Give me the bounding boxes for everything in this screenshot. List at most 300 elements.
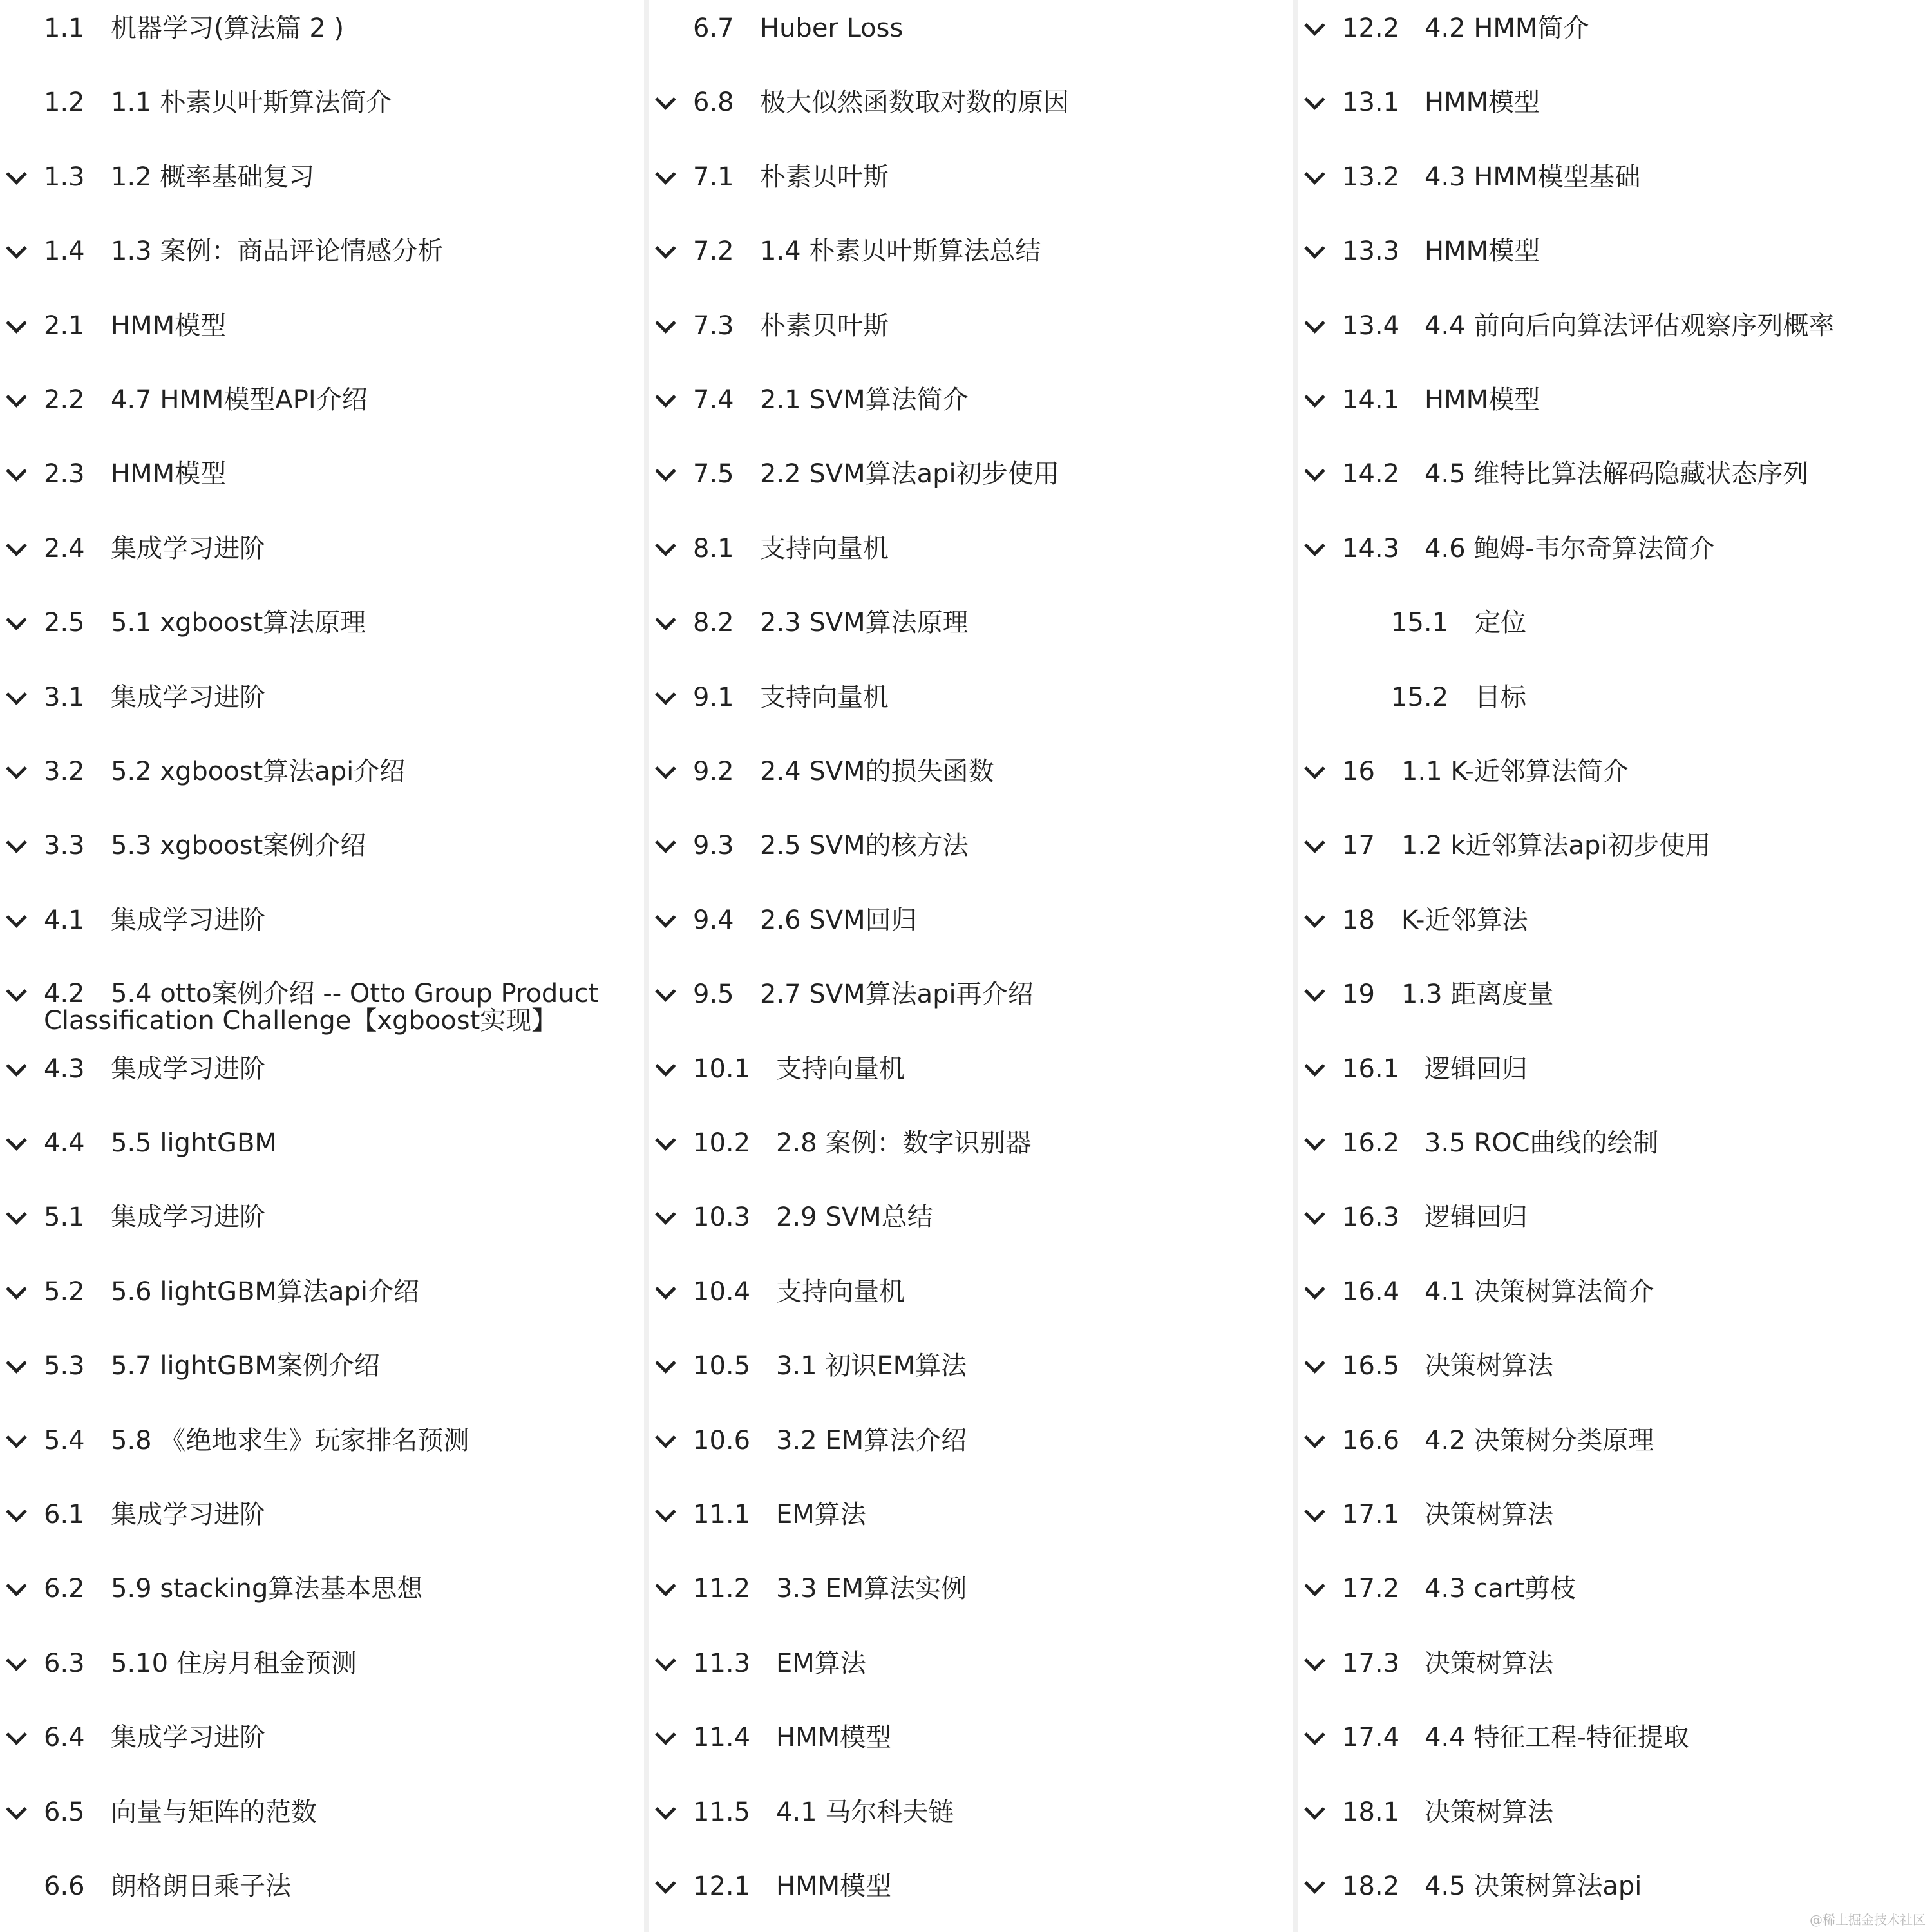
chevron-down-icon[interactable] (655, 535, 676, 556)
toc-item[interactable] (1298, 601, 1932, 675)
toc-item-title: 5.3 xgboost案例介绍 (111, 831, 366, 861)
toc-item-number: 2.3 (44, 459, 85, 489)
toc-item[interactable] (649, 1344, 1293, 1418)
chevron-down-icon[interactable] (655, 1427, 676, 1448)
toc-item-number: 13.2 (1342, 162, 1400, 192)
toc-item-number: 17.2 (1342, 1574, 1400, 1604)
toc-item[interactable] (649, 676, 1293, 750)
toc-item[interactable] (649, 1642, 1293, 1716)
toc-item[interactable] (1298, 676, 1932, 750)
toc-column-2 (649, 0, 1293, 1932)
toc-item-number: 11.3 (693, 1648, 751, 1678)
toc-item-number: 12.2 (1342, 14, 1400, 43)
chevron-down-icon[interactable] (655, 90, 676, 111)
toc-item-number: 5.3 (44, 1351, 85, 1381)
toc-item[interactable] (649, 750, 1293, 824)
toc-item-number: 6.5 (44, 1797, 85, 1827)
toc-item-number: 6.6 (44, 1871, 85, 1901)
toc-item-title: 支持向量机 (760, 533, 889, 564)
toc-item-number: 5.4 (44, 1425, 85, 1455)
toc-item-number: 2.4 (44, 533, 85, 564)
toc-item-title: 朴素贝叶斯 (760, 162, 889, 192)
toc-item[interactable] (1298, 1790, 1932, 1864)
toc-item-title: 4.4 特征工程-特征提取 (1425, 1723, 1689, 1753)
chevron-down-icon[interactable] (655, 684, 676, 705)
toc-item[interactable] (1298, 80, 1932, 155)
chevron-down-icon[interactable] (6, 312, 27, 334)
toc-item-title: HMM模型 (111, 310, 227, 341)
toc-item-number: 8.1 (693, 533, 734, 564)
toc-item-title: 支持向量机 (760, 682, 889, 712)
chevron-down-icon[interactable] (6, 461, 27, 482)
toc-item-title: 4.1 决策树算法简介 (1425, 1276, 1654, 1307)
chevron-down-icon[interactable] (655, 1650, 676, 1671)
toc-item[interactable] (0, 1270, 644, 1344)
toc-item-title: EM算法 (776, 1500, 866, 1530)
toc-item-number: 6.7 (693, 14, 734, 43)
toc-item-title: 集成学习进阶 (111, 1500, 265, 1530)
toc-item-title: 3.2 EM算法介绍 (776, 1425, 967, 1455)
toc-item[interactable] (0, 304, 644, 378)
chevron-down-icon[interactable] (6, 535, 27, 556)
chevron-down-icon[interactable] (1304, 535, 1325, 556)
toc-item[interactable] (0, 601, 644, 675)
toc-column-3 (1298, 0, 1932, 1932)
chevron-down-icon[interactable] (6, 164, 27, 185)
toc-item-title: 4.4 前向后向算法评估观察序列概率 (1425, 310, 1835, 341)
toc-item-number: 10.2 (693, 1128, 751, 1158)
toc-item[interactable] (649, 155, 1293, 229)
toc-item[interactable] (0, 750, 644, 824)
chevron-down-icon[interactable] (6, 386, 27, 408)
chevron-down-icon[interactable] (1304, 1576, 1325, 1597)
toc-item-number: 1.1 (44, 14, 85, 43)
toc-item-number: 4.1 (44, 905, 85, 935)
toc-item-title: 决策树算法 (1425, 1500, 1553, 1530)
toc-item-title: 1.1 朴素贝叶斯算法简介 (111, 88, 392, 118)
chevron-down-icon[interactable] (655, 907, 676, 928)
chevron-down-icon[interactable] (1304, 386, 1325, 408)
toc-item-title: Huber Loss (760, 14, 904, 43)
toc-item[interactable] (1298, 1567, 1932, 1641)
toc-item-number: 3.3 (44, 831, 85, 861)
toc-item[interactable] (1298, 824, 1932, 898)
toc-item[interactable] (649, 527, 1293, 601)
chevron-down-icon[interactable] (6, 1204, 27, 1226)
chevron-down-icon[interactable] (655, 164, 676, 185)
toc-item-number: 17.1 (1342, 1500, 1400, 1530)
toc-item-number: 15.1 (1391, 608, 1449, 638)
toc-item[interactable] (0, 898, 644, 972)
toc-item[interactable] (1298, 6, 1932, 80)
toc-item[interactable] (0, 1567, 644, 1641)
toc-item-title: 5.4 otto案例介绍 -- Otto Group Product Classification Challenge【xgboost实现】 (44, 979, 599, 1036)
toc-item[interactable] (0, 1047, 644, 1121)
toc-item[interactable] (1298, 1716, 1932, 1790)
toc-item[interactable] (649, 1121, 1293, 1195)
chevron-down-icon[interactable] (1304, 1799, 1325, 1820)
toc-item[interactable] (649, 1047, 1293, 1121)
toc-item-number: 13.4 (1342, 310, 1400, 341)
toc-item-number: 19 (1342, 980, 1375, 1010)
toc-item-number: 1.2 (44, 88, 85, 118)
toc-item-title: 2.2 SVM算法api初步使用 (760, 459, 1059, 489)
toc-item-title: 2.7 SVM算法api再介绍 (760, 980, 1034, 1010)
toc-item[interactable] (0, 155, 644, 229)
toc-item-title: 支持向量机 (776, 1054, 905, 1084)
chevron-down-icon[interactable] (1304, 1427, 1325, 1448)
toc-item-title: HMM模型 (1425, 88, 1540, 118)
chevron-down-icon[interactable] (1304, 1204, 1325, 1226)
toc-item-title: 朴素贝叶斯 (760, 310, 889, 341)
watermark: @稀土掘金技术社区 (1810, 1912, 1926, 1927)
chevron-down-icon[interactable] (655, 238, 676, 259)
toc-item-title: 2.8 案例：数字识别器 (776, 1128, 1032, 1158)
toc-item-number: 12.1 (693, 1871, 751, 1901)
toc-item-title: 5.2 xgboost算法api介绍 (111, 757, 406, 786)
toc-item-number: 5.1 (44, 1202, 85, 1233)
chevron-down-icon[interactable] (1304, 312, 1325, 334)
chevron-down-icon[interactable] (6, 609, 27, 630)
toc-item-number: 13.3 (1342, 236, 1400, 267)
toc-item-title: 定位 (1475, 608, 1526, 638)
chevron-down-icon[interactable] (6, 238, 27, 259)
chevron-down-icon[interactable] (655, 609, 676, 630)
toc-item-title: 3.5 ROC曲线的绘制 (1425, 1128, 1659, 1158)
toc-item-number: 1.4 (44, 236, 85, 267)
chevron-down-icon[interactable] (6, 1724, 27, 1745)
toc-item-title: 4.6 鲍姆-韦尔奇算法简介 (1425, 533, 1715, 564)
toc-item-number: 11.2 (693, 1574, 751, 1604)
chevron-down-icon[interactable] (655, 1799, 676, 1820)
toc-item[interactable] (1298, 527, 1932, 601)
toc-item-title: 1.2 k近邻算法api初步使用 (1401, 831, 1711, 861)
toc-item-title: 3.3 EM算法实例 (776, 1574, 967, 1604)
toc-item-number: 10.6 (693, 1425, 751, 1455)
toc-item-title: K-近邻算法 (1401, 905, 1528, 935)
toc-item-number: 4.3 (44, 1054, 85, 1084)
toc-item-number: 14.2 (1342, 459, 1400, 489)
chevron-down-icon[interactable] (6, 1056, 27, 1077)
toc-item-title: 决策树算法 (1425, 1648, 1553, 1678)
toc-item[interactable] (0, 1195, 644, 1269)
toc-item[interactable] (1298, 1344, 1932, 1418)
chevron-down-icon[interactable] (1304, 164, 1325, 185)
chevron-down-icon[interactable] (6, 1576, 27, 1597)
toc-item-number: 15.2 (1391, 682, 1449, 712)
toc-item[interactable] (0, 1790, 644, 1864)
chevron-down-icon[interactable] (6, 758, 27, 779)
chevron-down-icon[interactable] (6, 1427, 27, 1448)
chevron-down-icon[interactable] (1304, 758, 1325, 779)
toc-item[interactable] (0, 1716, 644, 1790)
toc-item[interactable] (649, 898, 1293, 972)
toc-item-title: 极大似然函数取对数的原因 (760, 88, 1069, 118)
toc-item-title: 4.5 维特比算法解码隐藏状态序列 (1425, 459, 1809, 489)
toc-item-number: 16.5 (1342, 1351, 1400, 1381)
toc-item-title: 5.10 住房月租金预测 (111, 1648, 357, 1678)
toc-item-title: EM算法 (776, 1648, 866, 1678)
chevron-down-icon[interactable] (655, 1501, 676, 1522)
toc-item[interactable] (0, 1864, 644, 1932)
toc-item-number: 17.4 (1342, 1723, 1400, 1753)
chevron-down-icon[interactable] (1304, 1130, 1325, 1151)
toc-item-title: 决策树算法 (1425, 1797, 1553, 1827)
toc-item[interactable] (649, 378, 1293, 452)
toc-item-number: 18.2 (1342, 1871, 1400, 1901)
chevron-down-icon[interactable] (6, 1501, 27, 1522)
toc-item[interactable] (649, 1270, 1293, 1344)
toc-item-number: 16.1 (1342, 1054, 1400, 1084)
chevron-down-icon[interactable] (6, 833, 27, 854)
chevron-down-icon[interactable] (6, 1650, 27, 1671)
toc-item[interactable] (0, 6, 644, 80)
toc-item[interactable] (0, 972, 644, 1046)
toc-item-number: 7.3 (693, 310, 734, 341)
toc-item-number: 11.5 (693, 1797, 751, 1827)
chevron-down-icon[interactable] (1304, 981, 1325, 1002)
toc-item[interactable] (0, 1344, 644, 1418)
toc-item[interactable] (0, 1419, 644, 1493)
toc-item[interactable] (649, 972, 1293, 1046)
chevron-down-icon[interactable] (655, 981, 676, 1002)
chevron-down-icon[interactable] (6, 1278, 27, 1300)
toc-item-title: 1.3 距离度量 (1401, 980, 1554, 1010)
toc-item-number: 6.3 (44, 1648, 85, 1678)
toc-item[interactable] (649, 601, 1293, 675)
chevron-down-icon[interactable] (1304, 833, 1325, 854)
chevron-down-icon[interactable] (655, 1576, 676, 1597)
toc-item[interactable] (649, 1195, 1293, 1269)
toc-item[interactable] (0, 80, 644, 155)
chevron-down-icon[interactable] (655, 1724, 676, 1745)
toc-item-title: 5.7 lightGBM案例介绍 (111, 1351, 380, 1381)
toc-item-title: 目标 (1475, 682, 1526, 712)
toc-item-title: 4.2 HMM简介 (1425, 14, 1589, 43)
toc-item[interactable] (649, 452, 1293, 526)
toc-item-number: 6.1 (44, 1500, 85, 1530)
toc-item-title: HMM模型 (776, 1723, 892, 1753)
chevron-down-icon[interactable] (1304, 1056, 1325, 1077)
toc-item-number: 10.5 (693, 1351, 751, 1381)
toc-item[interactable] (0, 229, 644, 303)
toc-item[interactable] (649, 1493, 1293, 1567)
chevron-down-icon[interactable] (1304, 461, 1325, 482)
toc-item-title: 2.6 SVM回归 (760, 905, 917, 935)
toc-item[interactable] (0, 527, 644, 601)
column-divider (644, 0, 649, 1932)
toc-item[interactable] (1298, 972, 1932, 1046)
chevron-down-icon[interactable] (655, 386, 676, 408)
toc-item-number: 9.1 (693, 682, 734, 712)
chevron-down-icon[interactable] (655, 461, 676, 482)
toc-item-number: 6.2 (44, 1574, 85, 1604)
toc-item-title: 4.3 HMM模型基础 (1425, 162, 1641, 192)
toc-item-number: 2.5 (44, 608, 85, 638)
chevron-down-icon[interactable] (655, 833, 676, 854)
toc-item-title: 3.1 初识EM算法 (776, 1351, 967, 1381)
toc-item-title: 集成学习进阶 (111, 905, 265, 935)
toc-item[interactable] (0, 452, 644, 526)
toc-item[interactable] (1298, 750, 1932, 824)
toc-item-title: 4.3 cart剪枝 (1425, 1574, 1576, 1604)
toc-item[interactable] (0, 1493, 644, 1567)
toc-item-number: 14.3 (1342, 533, 1400, 564)
toc-item[interactable] (649, 1716, 1293, 1790)
toc-item[interactable] (649, 1419, 1293, 1493)
chevron-down-icon[interactable] (655, 1056, 676, 1077)
toc-item-title: 集成学习进阶 (111, 682, 265, 712)
toc-item-number: 7.5 (693, 459, 734, 489)
chevron-down-icon[interactable] (1304, 15, 1325, 36)
toc-item-number: 4.4 (44, 1128, 85, 1158)
chevron-down-icon[interactable] (6, 907, 27, 928)
toc-item[interactable] (649, 6, 1293, 80)
toc-item[interactable] (649, 824, 1293, 898)
toc-item-title: 5.6 lightGBM算法api介绍 (111, 1276, 419, 1307)
toc-item-title: HMM模型 (111, 459, 227, 489)
toc-item[interactable] (649, 1864, 1293, 1932)
toc-item[interactable] (0, 1642, 644, 1716)
column-divider (1293, 0, 1298, 1932)
toc-item-number: 10.3 (693, 1202, 751, 1233)
toc-item-number: 16 (1342, 757, 1375, 786)
toc-item-number: 16.6 (1342, 1425, 1400, 1455)
toc-item-title: 逻辑回归 (1425, 1202, 1528, 1233)
chevron-down-icon[interactable] (655, 1873, 676, 1894)
toc-item-number: 10.1 (693, 1054, 751, 1084)
toc-column-1 (0, 0, 644, 1932)
chevron-down-icon[interactable] (6, 1799, 27, 1820)
toc-item-number: 3.1 (44, 682, 85, 712)
toc-item-title: 4.5 决策树算法api (1425, 1871, 1642, 1901)
chevron-down-icon[interactable] (1304, 1278, 1325, 1300)
toc-item[interactable] (1298, 378, 1932, 452)
chevron-down-icon[interactable] (655, 312, 676, 334)
toc-item[interactable] (1298, 1270, 1932, 1344)
toc-item-number: 2.2 (44, 385, 85, 415)
chevron-down-icon[interactable] (1304, 1352, 1325, 1374)
toc-item[interactable] (1298, 1047, 1932, 1121)
toc-item-title: 集成学习进阶 (111, 1202, 265, 1233)
toc-item-title: 5.5 lightGBM (111, 1128, 277, 1158)
toc-item[interactable] (649, 229, 1293, 303)
toc-item[interactable] (1298, 1493, 1932, 1567)
toc-item-number: 2.1 (44, 310, 85, 341)
chevron-down-icon[interactable] (1304, 1724, 1325, 1745)
toc-item-title: 1.3 案例：商品评论情感分析 (111, 236, 444, 267)
chevron-down-icon[interactable] (655, 1130, 676, 1151)
chevron-down-icon[interactable] (6, 981, 27, 1002)
toc-item-number: 6.8 (693, 88, 734, 118)
toc-item-number: 16.3 (1342, 1202, 1400, 1233)
toc-item-title: 4.2 决策树分类原理 (1425, 1425, 1654, 1455)
toc-item-number: 18.1 (1342, 1797, 1400, 1827)
toc-item[interactable] (649, 1790, 1293, 1864)
toc-item-number: 7.4 (693, 385, 734, 415)
chevron-down-icon[interactable] (1304, 1650, 1325, 1671)
toc-item-number: 10.4 (693, 1276, 751, 1307)
toc-item[interactable] (0, 824, 644, 898)
toc-item[interactable] (1298, 229, 1932, 303)
toc-item-number: 16.4 (1342, 1276, 1400, 1307)
toc-item-title: 2.5 SVM的核方法 (760, 831, 969, 861)
toc-item[interactable] (1298, 1121, 1932, 1195)
toc-item[interactable] (0, 1121, 644, 1195)
toc-item-title: 4.7 HMM模型API介绍 (111, 385, 368, 415)
chevron-down-icon[interactable] (655, 1204, 676, 1226)
toc-item[interactable] (649, 80, 1293, 155)
chevron-down-icon[interactable] (6, 1352, 27, 1374)
toc-item[interactable] (649, 304, 1293, 378)
toc-item-title: HMM模型 (1425, 236, 1540, 267)
chevron-down-icon[interactable] (1304, 907, 1325, 928)
chevron-down-icon[interactable] (655, 1278, 676, 1300)
toc-item-title: 2.3 SVM算法原理 (760, 608, 969, 638)
toc-item[interactable] (1298, 1195, 1932, 1269)
toc-item-title: HMM模型 (1425, 385, 1540, 415)
chevron-down-icon[interactable] (655, 1352, 676, 1374)
toc-item-number: 9.4 (693, 905, 734, 935)
toc-item-title: 1.4 朴素贝叶斯算法总结 (760, 236, 1041, 267)
toc-item[interactable] (0, 378, 644, 452)
toc-item-title: 2.1 SVM算法简介 (760, 385, 969, 415)
toc-item-title: 逻辑回归 (1425, 1054, 1528, 1084)
toc-item-number: 9.5 (693, 980, 734, 1010)
toc-item-title: 4.1 马尔科夫链 (776, 1797, 954, 1827)
chevron-down-icon[interactable] (1304, 1873, 1325, 1894)
toc-item-title: 2.4 SVM的损失函数 (760, 757, 994, 786)
toc-item-title: 朗格朗日乘子法 (111, 1871, 291, 1901)
toc-item[interactable] (0, 676, 644, 750)
toc-item-number: 9.2 (693, 757, 734, 786)
toc-item-title: 1.1 K-近邻算法简介 (1401, 757, 1629, 786)
toc-item-number: 13.1 (1342, 88, 1400, 118)
chevron-down-icon[interactable] (6, 684, 27, 705)
toc-item-number: 3.2 (44, 757, 85, 786)
toc-item[interactable] (1298, 452, 1932, 526)
chevron-down-icon[interactable] (655, 758, 676, 779)
toc-item[interactable] (1298, 155, 1932, 229)
toc-item-title: 1.2 概率基础复习 (111, 162, 315, 192)
chevron-down-icon[interactable] (6, 1130, 27, 1151)
toc-item[interactable] (649, 1567, 1293, 1641)
toc-item-number: 14.1 (1342, 385, 1400, 415)
toc-item-title: 5.8 《绝地求生》玩家排名预测 (111, 1425, 469, 1455)
toc-item-number: 16.2 (1342, 1128, 1400, 1158)
toc-item-title: 集成学习进阶 (111, 533, 265, 564)
chevron-down-icon[interactable] (1304, 238, 1325, 259)
toc-item[interactable] (1298, 304, 1932, 378)
toc-item-title: 集成学习进阶 (111, 1723, 265, 1753)
toc-item-number: 5.2 (44, 1276, 85, 1307)
toc-item-title: 决策树算法 (1425, 1351, 1553, 1381)
chevron-down-icon[interactable] (1304, 90, 1325, 111)
toc-item-number: 11.1 (693, 1500, 751, 1530)
toc-item-title: 5.9 stacking算法基本思想 (111, 1574, 423, 1604)
toc-item[interactable] (1298, 1419, 1932, 1493)
toc-item-number: 6.4 (44, 1723, 85, 1753)
toc-item-number: 4.2 (44, 979, 85, 1009)
toc-item-title: 机器学习(算法篇 2 ) (111, 14, 345, 43)
toc-item-number: 7.1 (693, 162, 734, 192)
toc-item[interactable] (1298, 1642, 1932, 1716)
toc-item[interactable] (1298, 898, 1932, 972)
toc-item-number: 18 (1342, 905, 1375, 935)
chevron-down-icon[interactable] (1304, 1501, 1325, 1522)
toc-item-title: 支持向量机 (776, 1276, 905, 1307)
toc-item-number: 17 (1342, 831, 1375, 861)
